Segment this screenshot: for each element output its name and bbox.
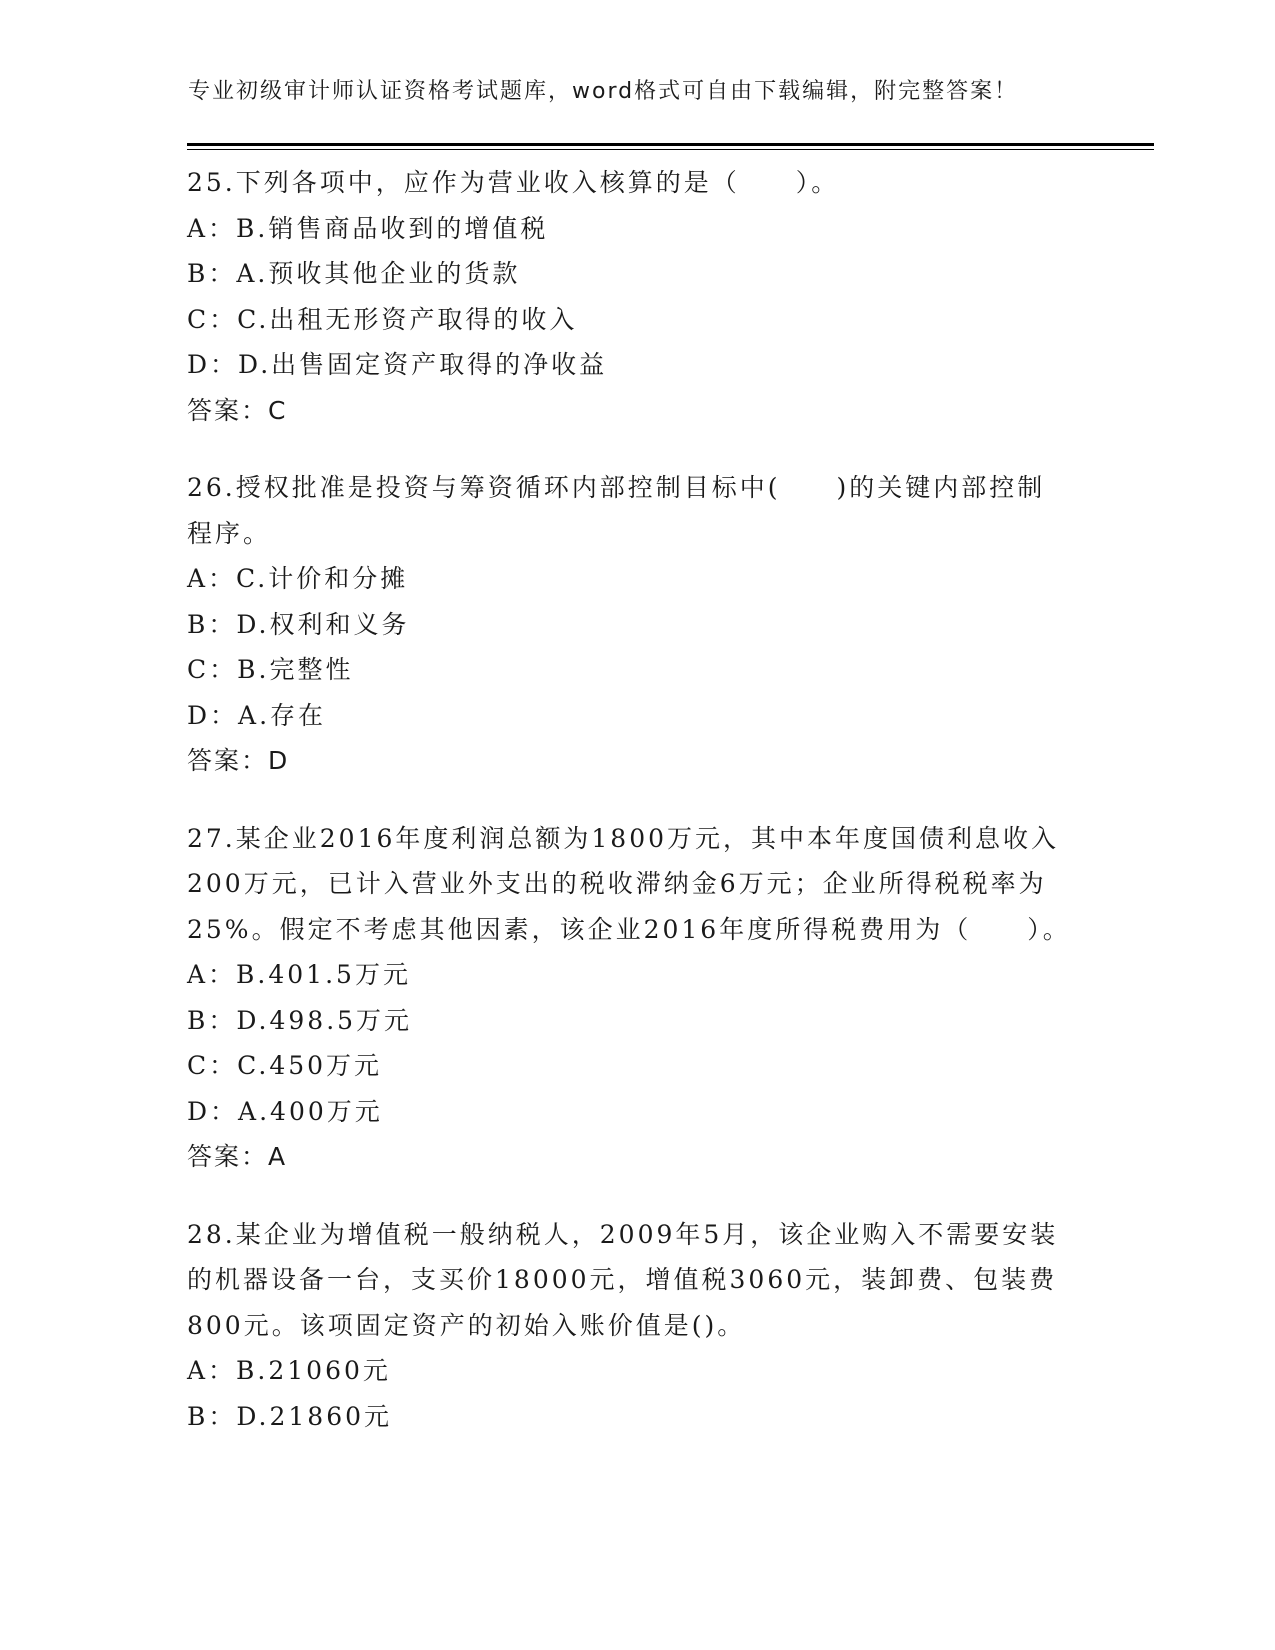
option-b: B：D.权利和义务	[187, 609, 410, 639]
question-stem-continued: 程序。	[187, 518, 272, 548]
answer: 答案：D	[187, 746, 290, 775]
question-stem-continued: 800元。该项固定资产的初始入账价值是()。	[187, 1310, 746, 1340]
page-header: 专业初级审计师认证资格考试题库，word格式可自由下载编辑，附完整答案！	[188, 79, 1019, 104]
option-d: D：A.存在	[187, 700, 327, 730]
option-b: B：A.预收其他企业的货款	[187, 259, 521, 288]
option-a: A：B.销售商品收到的增值税	[187, 213, 549, 243]
option-b: B：D.21860元	[187, 1401, 393, 1431]
question-stem: 28.某企业为增值税一般纳税人，2009年5月，该企业购入不需要安装	[187, 1219, 1059, 1249]
option-d: D：A.400万元	[187, 1096, 383, 1126]
question-list	[187, 160, 1087, 1471]
option-b: B：D.498.5万元	[187, 1005, 413, 1035]
option-d: D：D.出售固定资产取得的净收益	[187, 350, 608, 379]
header-rule-thick	[187, 143, 1154, 146]
question-stem: 27.某企业2016年度利润总额为1800万元，其中本年度国债利息收入	[187, 823, 1060, 853]
question-stem: 25.下列各项中，应作为营业收入核算的是（ ）。	[187, 168, 840, 197]
option-c: C：B.完整性	[187, 655, 354, 684]
question-28	[187, 1212, 1087, 1440]
question-stem-continued: 的机器设备一台，支买价18000元，增值税3060元，装卸费、包装费	[187, 1265, 1058, 1294]
option-a: A：B.21060元	[187, 1356, 391, 1385]
question-stem: 26.授权批准是投资与筹资循环内部控制目标中( )的关键内部控制	[187, 473, 1046, 502]
question-stem-continued: 200万元，已计入营业外支出的税收滞纳金6万元；企业所得税税率为	[187, 869, 1047, 898]
question-27	[187, 816, 1087, 1180]
option-a: A：B.401.5万元	[187, 960, 411, 989]
question-25	[187, 160, 1087, 433]
question-26	[187, 465, 1087, 784]
answer: 答案：C	[187, 395, 288, 425]
question-stem-continued: 25%。假定不考虑其他因素，该企业2016年度所得税费用为（ ）。	[187, 914, 1071, 944]
option-c: C：C.450万元	[187, 1051, 383, 1080]
answer: 答案：A	[187, 1142, 288, 1171]
header-rule-thin	[187, 149, 1154, 150]
option-a: A：C.计价和分摊	[187, 564, 409, 593]
option-c: C：C.出租无形资产取得的收入	[187, 304, 578, 334]
